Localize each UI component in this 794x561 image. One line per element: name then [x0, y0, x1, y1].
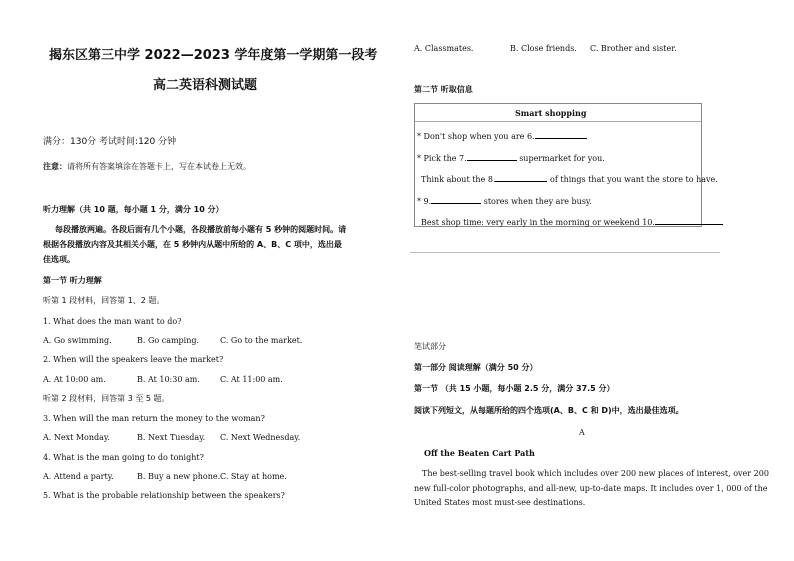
question-2: 2. When will the speakers leave the market?: [43, 355, 224, 364]
q1-option-a: A. Go swimming.: [43, 336, 112, 345]
box-line-8-text: Think about the 8.: [421, 175, 496, 184]
q3-option-b: B. Next Tuesday.: [137, 433, 206, 442]
q5-option-c: C. Brother and sister.: [590, 44, 677, 53]
listening-instructions-line3: 佳选项。: [43, 255, 75, 264]
q3-option-c: C. Next Wednesday.: [220, 433, 301, 442]
listening-instructions-line2: 根据各段播放内容及其相关小题，在 5 秒钟内从题中所给的 A、B、C 项中，选出最: [43, 240, 342, 249]
listening-section-heading: 听力理解（共 10 题，每小题 1 分，满分 10 分）: [43, 205, 224, 214]
box-line-10: [421, 216, 723, 227]
box-divider: [415, 121, 701, 122]
question-1: 1. What does the man want to do?: [43, 317, 182, 326]
exam-title-line1: 揭东区第三中学 2022—2023 学年度第一学期第一段考: [49, 48, 378, 63]
question-5: 5. What is the probable relationship between the speakers?: [43, 491, 285, 500]
blank-8[interactable]: [495, 173, 547, 182]
box-line-9-text: * 9.: [417, 197, 432, 206]
q1-option-c: C. Go to the market.: [220, 336, 303, 345]
exam-title-line2: 高二英语科测试题: [153, 78, 258, 93]
box-line-9-suffix: stores when they are busy.: [483, 197, 592, 206]
box-line-8-suffix: of things that you want the store to have.: [550, 175, 718, 184]
box-line-6-text: * Don't shop when you are 6.: [417, 132, 535, 141]
passage-title: Off the Beaten Cart Path: [424, 448, 535, 458]
material2-label: 听第 2 段材料，回答第 3 至 5 题。: [43, 394, 170, 403]
box-line-8: [421, 173, 718, 184]
blank-6[interactable]: [535, 130, 587, 139]
box-line-7: [417, 152, 605, 163]
passage-line1: The best-selling travel book which includes over 200 new places of interest, over 200: [422, 469, 769, 478]
q1-option-b: B. Go camping.: [137, 336, 200, 345]
blank-9[interactable]: [431, 195, 481, 204]
exam-meta: 满分：130分 考试时间:120 分钟: [43, 137, 177, 147]
box-line-6: [417, 130, 587, 141]
notice-label: 注意：: [43, 162, 67, 171]
q5-option-a: A. Classmates.: [414, 44, 474, 53]
box-line-9: [417, 195, 592, 206]
box-line-7-text: * Pick the 7.: [417, 154, 467, 163]
exam-notice: [43, 163, 251, 171]
q2-option-a: A. At 10:00 am.: [43, 375, 106, 384]
box-line-7-suffix: supermarket for you.: [519, 154, 605, 163]
part1-heading: 第一节 听力理解: [43, 276, 102, 285]
question-3: 3. When will the man return the money to the woman?: [43, 414, 265, 423]
blank-10[interactable]: [655, 216, 723, 225]
q3-option-a: A. Next Monday.: [43, 433, 110, 442]
right-divider: [410, 252, 720, 253]
q5-option-b: B. Close friends.: [510, 44, 577, 53]
written-part-label: 笔试部分: [414, 342, 446, 351]
q2-option-b: B. At 10:30 am.: [137, 375, 200, 384]
blank-7[interactable]: [467, 152, 517, 161]
reading-instructions: 阅读下列短文，从每题所给的四个选项(A、B、C 和 D)中，选出最佳选项。: [414, 406, 684, 415]
passage-line3: United States most must-see destinations.: [414, 498, 586, 507]
box-title: Smart shopping: [515, 108, 587, 118]
q4-option-a: A. Attend a party.: [43, 472, 114, 481]
passage-label: A: [579, 428, 585, 437]
question-4: 4. What is the man going to do tonight?: [43, 453, 204, 462]
part2-heading: 第二节 听取信息: [414, 85, 473, 94]
q4-option-c: C. Stay at home.: [220, 472, 287, 481]
box-line-10-text: Best shop time: very early in the morning or weekend 10.: [421, 218, 655, 227]
smart-shopping-box: [414, 103, 718, 227]
listening-instructions-line1: 每段播放两遍。各段后面有几个小题，各段播放前每小题有 5 秒钟的阅题时间。请: [55, 225, 347, 234]
q4-option-b: B. Buy a new phone.: [137, 472, 221, 481]
passage-line2: new full-color photographs, and all-new, up-to-date maps. It includes over 1, 000 of the: [414, 484, 768, 493]
section1-heading: 第一节 （共 15 小题，每小题 2.5 分，满分 37.5 分）: [414, 384, 615, 393]
q2-option-c: C. At 11:00 am.: [220, 375, 283, 384]
material1-label: 听第 1 段材料，回答第 1、2 题。: [43, 296, 165, 305]
notice-text: 请将所有答案填涂在答题卡上，写在本试卷上无效。: [67, 162, 251, 171]
reading-heading: 第一部分 阅读理解（满分 50 分）: [414, 363, 538, 372]
